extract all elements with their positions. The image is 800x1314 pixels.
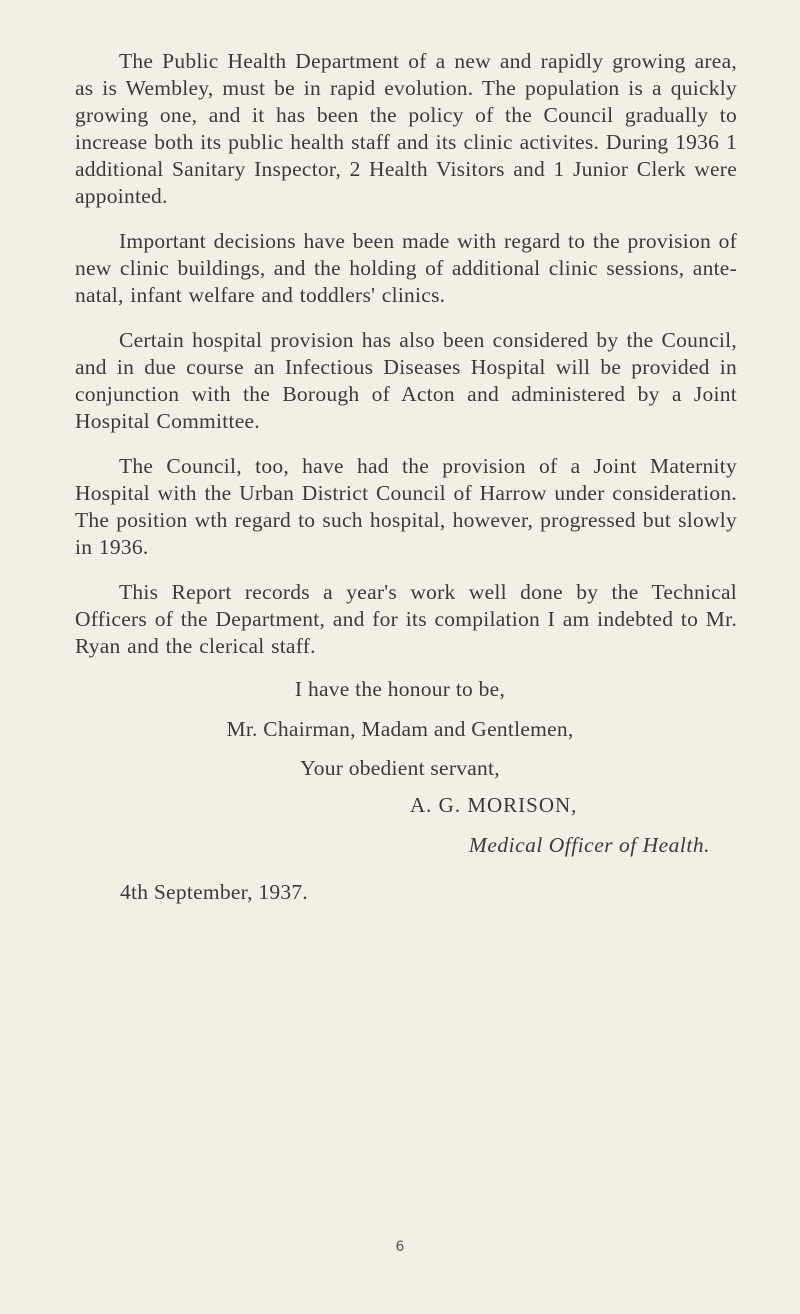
signatory-name: A. G. MORISON, <box>410 793 578 817</box>
letter-body <box>75 48 737 678</box>
closing-honour: I have the honour to be, <box>294 677 506 701</box>
paragraph-hospital: Certain hospital provision has also been considered by the Council, and in due course an Infectious Diseases Hospital will be provided in conjunction with the Borough of Acton and administered by a Joint Hospital Committee. <box>75 328 737 433</box>
paragraph-maternity: The Council, too, have had the provision of a Joint Maternity Hospital with the Urban District Council of Harrow under consideration. The position wth regard to such hospital, however, progressed but slowly in 1936. <box>75 454 737 559</box>
paragraph-staff: The Public Health Department of a new and rapidly growing area, as is Wembley, must be in rapid evolution. The population is a quickly growing one, and it has been the policy of the Council gradually to increase both its public health staff and its clinic activites. During 1936 1 additional Sanitary Inspector, 2 Health Visitors and 1 Junior Clerk were appointed. <box>75 49 737 208</box>
page-number: 6 <box>395 1239 405 1255</box>
letter-date: 4th September, 1937. <box>120 880 309 904</box>
closing-valediction: Your obedient servant, <box>300 756 500 780</box>
closing-salutation: Mr. Chairman, Madam and Gentlemen, <box>226 717 574 741</box>
signatory-title: Medical Officer of Health. <box>468 833 710 857</box>
paragraph-clinics: Important decisions have been made with regard to the provision of new clinic buildings, and the holding of additional clinic sessions, ante-natal, infant welfare and toddlers' clinics. <box>75 229 737 307</box>
paragraph-acknowledgement: This Report records a year's work well done by the Technical Officers of the Department, and for its compilation I am indebted to Mr. Ryan and the clerical staff. <box>75 580 737 658</box>
